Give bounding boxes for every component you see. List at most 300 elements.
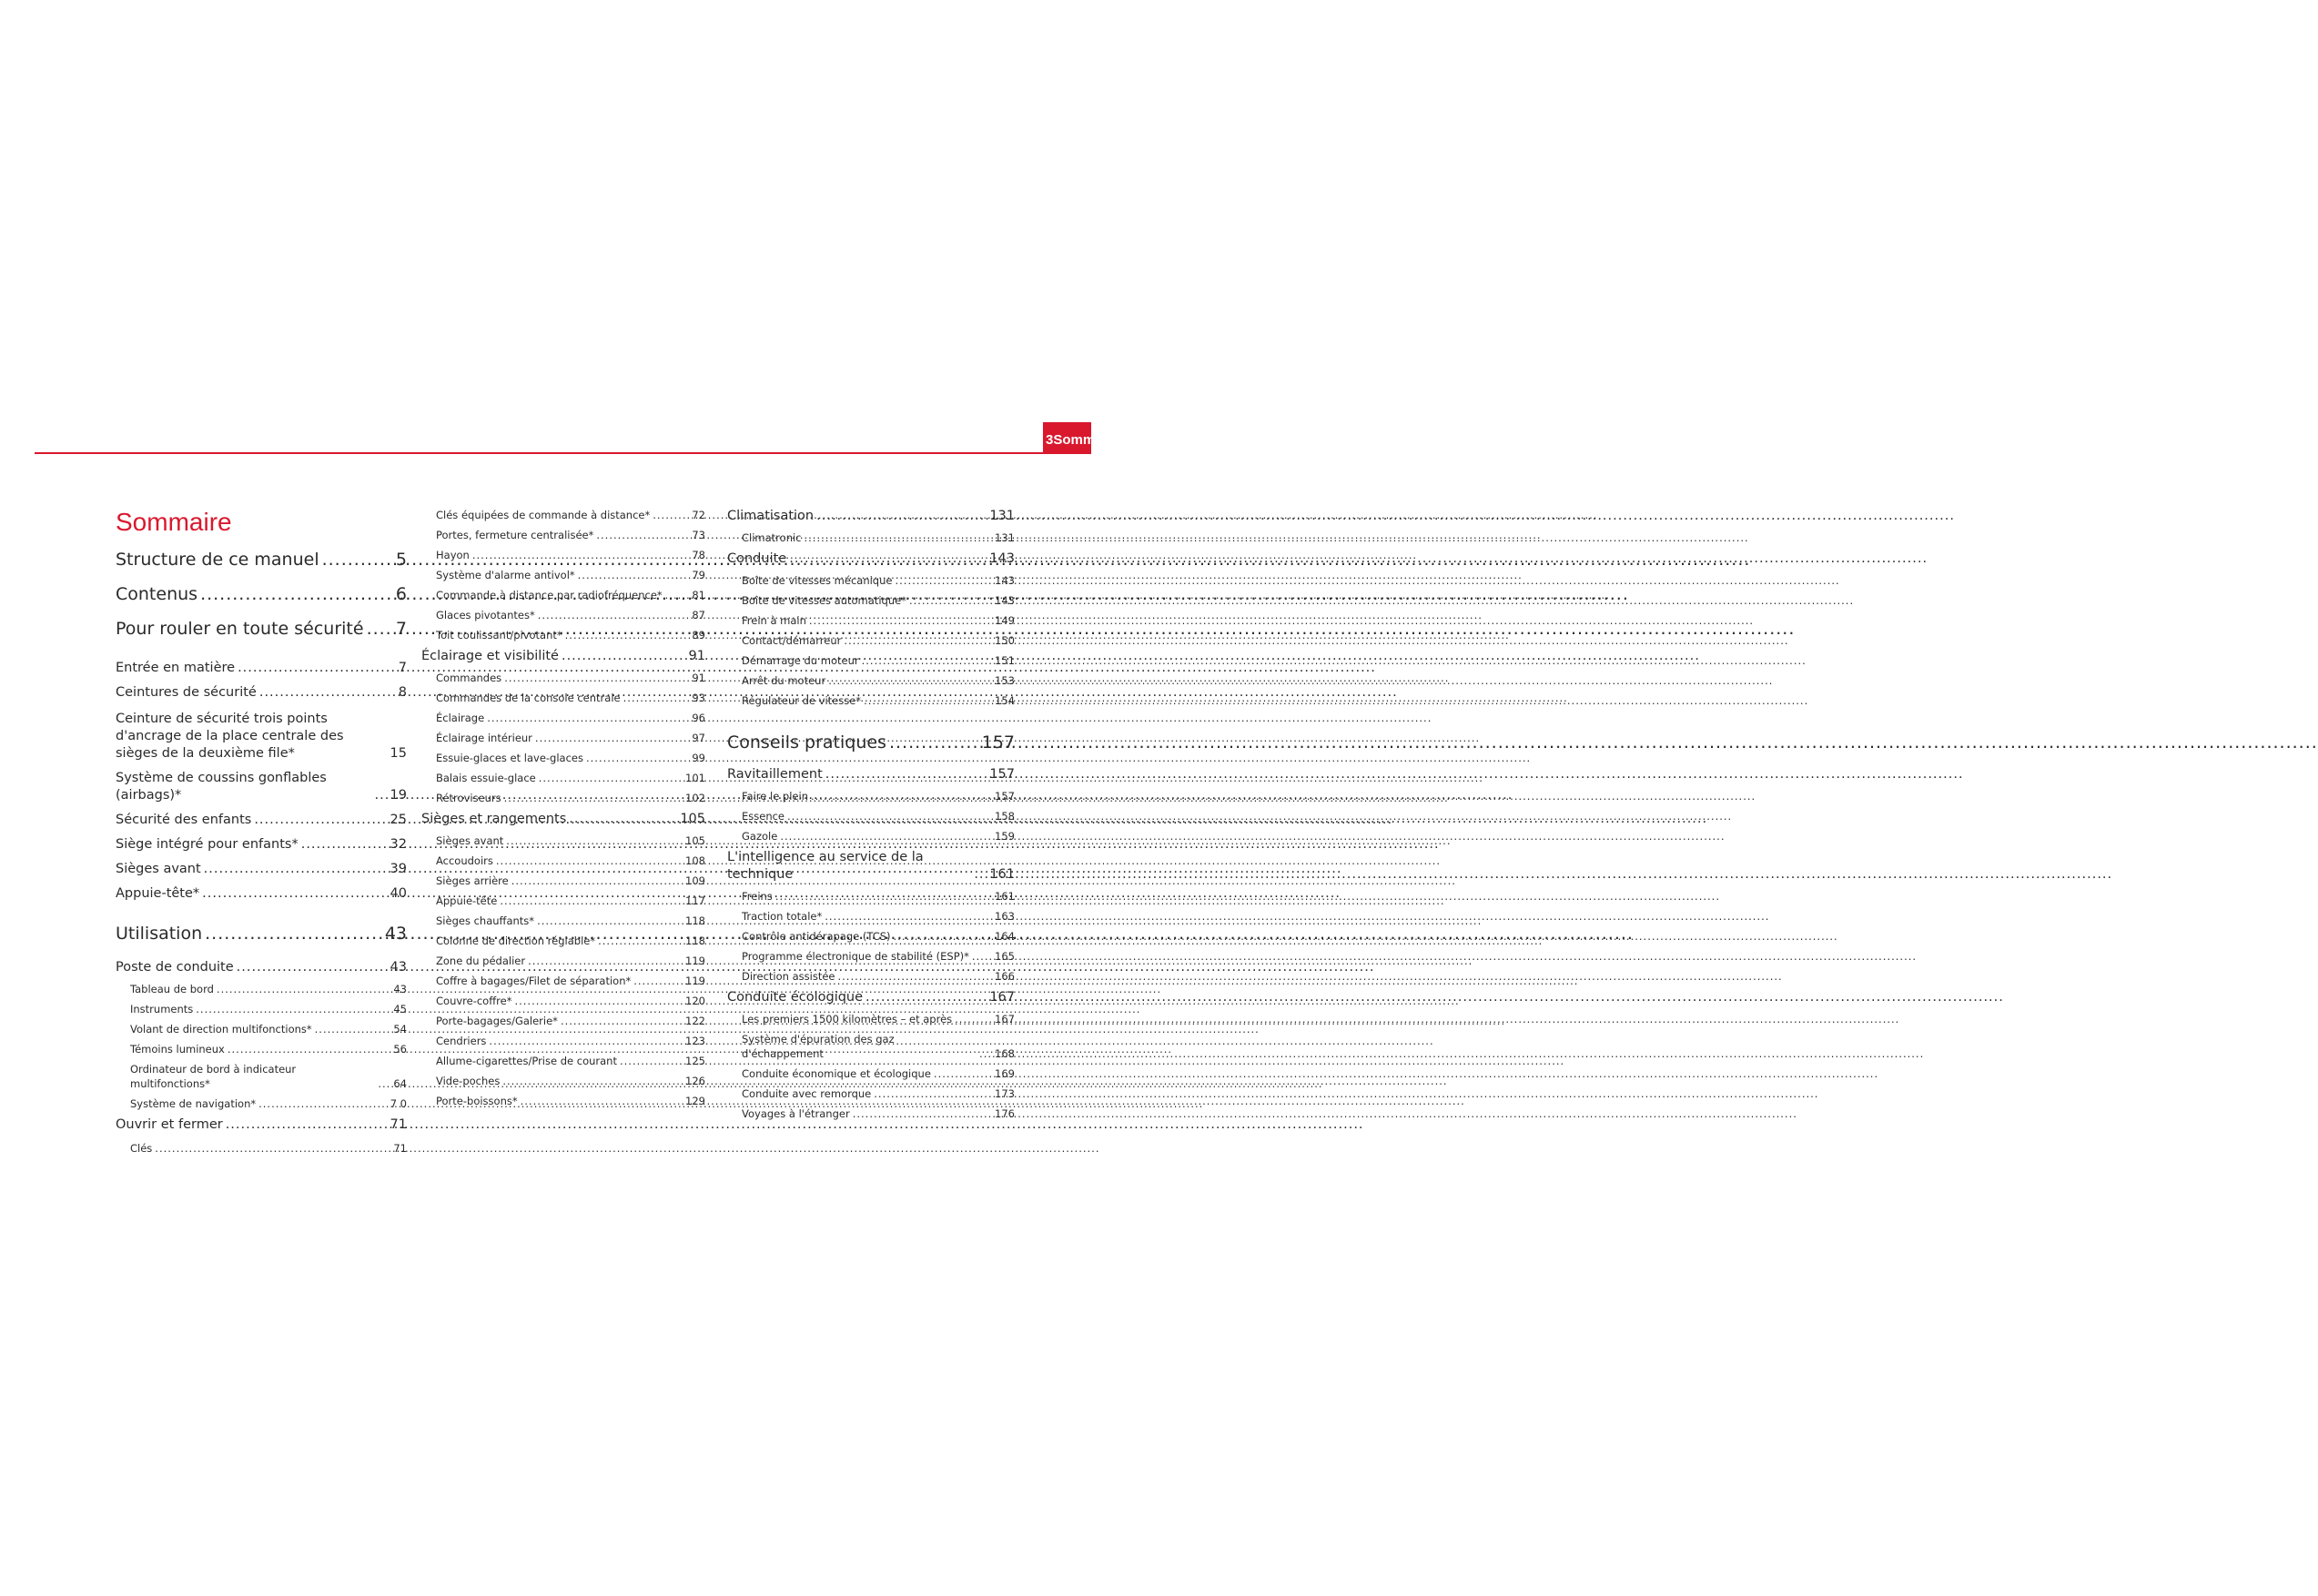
toc-entry-text: Siège intégré pour enfants*	[116, 837, 299, 852]
toc-page-number: 56	[393, 1043, 407, 1056]
toc-entry-text: Ordinateur de bord à indicateur multifonctions*	[130, 1063, 297, 1090]
toc-entry-text: Essuie-glaces et lave-glaces	[436, 752, 583, 764]
toc-subsection[interactable]	[421, 974, 705, 988]
leader-dots	[506, 833, 683, 848]
toc-subsection[interactable]	[421, 833, 705, 848]
toc-entry-text: Allume-cigarettes/Prise de courant	[436, 1055, 617, 1067]
toc-subsection[interactable]	[727, 1032, 1015, 1061]
toc-subsection[interactable]	[421, 548, 705, 562]
toc-subsection[interactable]	[727, 969, 1015, 984]
toc-entry-text: L'intelligence au service de la technique	[727, 850, 924, 882]
toc-subsection[interactable]	[421, 1034, 705, 1048]
leader-dots	[974, 866, 987, 884]
toc-entry-text: Couvre-coffre*	[436, 995, 512, 1007]
toc-page-number: 153	[995, 674, 1015, 687]
toc-page-number: 71	[393, 1142, 407, 1155]
toc-subsection[interactable]	[727, 573, 1015, 588]
toc-entry-text: Sécurité des enfants	[116, 813, 252, 827]
toc-entry-text: Appuie-tête	[436, 894, 498, 907]
toc-subsection[interactable]	[727, 929, 1015, 944]
toc-subsection[interactable]	[421, 894, 705, 908]
toc-subsection[interactable]	[421, 1054, 705, 1068]
toc-page-number: 8	[398, 685, 407, 700]
page-title: Sommaire	[116, 508, 232, 536]
leader-dots	[775, 889, 992, 904]
toc-subsection[interactable]	[727, 633, 1015, 648]
toc-page-number: 87	[692, 609, 705, 621]
leader-dots	[537, 914, 683, 928]
leader-dots	[496, 854, 683, 868]
leader-dots	[538, 608, 690, 622]
toc-page-number: 131	[989, 509, 1015, 523]
toc-subsection[interactable]	[727, 1066, 1015, 1081]
toc-section[interactable]	[116, 711, 407, 763]
toc-page-number: 166	[995, 970, 1015, 983]
toc-subsection[interactable]	[727, 613, 1015, 628]
toc-page-number: 117	[685, 894, 705, 907]
leader-dots	[258, 1096, 388, 1111]
toc-entry-text: Témoins lumineux	[130, 1043, 225, 1056]
header-rule	[35, 452, 1091, 454]
leader-dots	[375, 787, 388, 804]
toc-entry-text: Traction totale*	[742, 910, 823, 923]
leader-dots	[853, 1106, 992, 1121]
toc-subsection[interactable]	[727, 673, 1015, 688]
leader-dots	[837, 969, 992, 984]
toc-page-number: 105	[680, 812, 705, 826]
leader-dots	[315, 1022, 391, 1036]
toc-subsection[interactable]	[421, 588, 705, 602]
toc-page-number: 5	[395, 550, 407, 570]
leader-dots	[934, 1066, 992, 1081]
toc-chapter[interactable]	[727, 732, 1015, 753]
leader-dots	[578, 568, 690, 582]
leader-dots	[825, 909, 992, 924]
toc-subsection[interactable]	[421, 874, 705, 888]
toc-entry-text: Système d'épuration des gaz d'échappement	[742, 1033, 895, 1060]
toc-entry-text: Tableau de bord	[130, 983, 214, 995]
toc-page-number: 43	[384, 924, 407, 944]
toc-subsection[interactable]	[421, 994, 705, 1008]
toc-page-number: 161	[995, 890, 1015, 903]
leader-dots	[665, 588, 690, 602]
leader-dots	[874, 1086, 992, 1101]
toc-entry-text: Commandes de la console centrale	[436, 692, 621, 704]
toc-entry-text: Commande à distance par radiofréquence*	[436, 589, 663, 601]
leader-dots	[504, 791, 683, 805]
toc-entry-text: Régulateur de vitesse*	[742, 694, 862, 707]
toc-chapter[interactable]	[116, 923, 407, 944]
leader-dots	[535, 731, 689, 745]
toc-entry-text: Clés	[130, 1142, 153, 1155]
toc-page-number: 81	[692, 589, 705, 601]
toc-page-number: 19	[390, 788, 407, 803]
toc-page-number: 93	[692, 692, 705, 704]
leader-dots	[596, 528, 689, 542]
toc-entry-text: Éclairage	[436, 712, 485, 724]
toc-subsection[interactable]	[421, 528, 705, 542]
toc-page-number: 45	[393, 1003, 407, 1015]
leader-dots	[586, 751, 689, 765]
toc-entry-text: Conduite économique et écologique	[742, 1067, 931, 1080]
toc-entry-text: Frein à main	[742, 614, 806, 627]
leader-dots	[196, 1002, 390, 1016]
leader-dots	[504, 671, 689, 685]
toc-entry-text: Boîte de vitesses automatique*	[742, 594, 906, 607]
toc-entry-text: Conduite	[727, 551, 787, 566]
toc-subsection[interactable]	[116, 1062, 407, 1091]
toc-entry-text: Direction assistée	[742, 970, 835, 983]
toc-page-number: 173	[995, 1087, 1015, 1100]
leader-dots	[598, 934, 683, 948]
toc-entry-text: Coffre à bagages/Filet de séparation*	[436, 975, 632, 987]
toc-entry-text: Sièges arrière	[436, 874, 509, 887]
leader-dots	[226, 1116, 388, 1134]
toc-subsection[interactable]	[727, 1106, 1015, 1121]
toc-entry-text: Glaces pivotantes*	[436, 609, 535, 621]
toc-section[interactable]	[727, 766, 1015, 783]
toc-entry-text: Sièges avant	[436, 834, 504, 847]
toc-page-number: 165	[995, 950, 1015, 963]
toc-subsection[interactable]	[727, 653, 1015, 668]
toc-entry-text: Instruments	[130, 1003, 194, 1015]
toc-page-number: 79	[692, 569, 705, 581]
toc-entry-text: Entrée en matière	[116, 661, 236, 675]
toc-entry-text: Contact/démarreur	[742, 634, 842, 647]
toc-entry-text: Rétroviseurs	[436, 792, 501, 804]
toc-subsection[interactable]	[421, 934, 705, 948]
toc-entry-text: Toit coulissant/pivotant*	[436, 629, 562, 641]
toc-chapter[interactable]	[116, 583, 407, 605]
toc-entry-text: Cendriers	[436, 1035, 487, 1047]
toc-column-1	[116, 505, 407, 1156]
toc-entry-text: Appuie-tête*	[116, 886, 200, 901]
leader-dots	[565, 628, 690, 642]
leader-dots	[301, 836, 388, 854]
toc-entry-text: Conduite avec remorque	[742, 1087, 872, 1100]
toc-page-number: 108	[685, 854, 705, 867]
toc-subsection[interactable]	[421, 854, 705, 868]
toc-page-number: 122	[685, 1015, 705, 1027]
toc-subsection[interactable]	[421, 1074, 705, 1088]
toc-page-number: 129	[685, 1095, 705, 1107]
leader-dots	[972, 949, 992, 964]
toc-section[interactable]	[421, 648, 705, 665]
toc-entry-text: Faire le plein	[742, 790, 808, 803]
toc-page-number: 64	[393, 1077, 407, 1090]
toc-page-number: 105	[685, 834, 705, 847]
leader-dots	[889, 732, 979, 753]
toc-page-number: 143	[995, 594, 1015, 607]
toc-page-number: 102	[685, 792, 705, 804]
toc-chapter[interactable]	[116, 549, 407, 571]
toc-page-number: 164	[995, 930, 1015, 943]
leader-dots	[217, 982, 390, 996]
toc-page-number: 96	[692, 712, 705, 724]
toc-page-number: 118	[685, 934, 705, 947]
toc-page-number: 6	[395, 584, 407, 604]
leader-dots	[620, 1054, 683, 1068]
toc-subsection[interactable]	[116, 1141, 407, 1156]
toc-page-number: 157	[981, 732, 1015, 753]
toc-subsection[interactable]	[421, 751, 705, 765]
toc-page-number: 71	[390, 1117, 407, 1132]
toc-subsection[interactable]	[421, 771, 705, 785]
leader-dots	[322, 549, 393, 571]
toc-entry-text: Démarrage du moteur	[742, 654, 859, 667]
toc-page-number: 157	[995, 790, 1015, 803]
leader-dots	[623, 691, 690, 705]
toc-subsection[interactable]	[116, 1096, 407, 1111]
toc-page-number: 131	[995, 531, 1015, 544]
leader-dots	[979, 1046, 992, 1061]
toc-entry-text: Porte-boissons*	[436, 1095, 518, 1107]
page-tab: 3Sommaire	[1043, 422, 1091, 454]
toc-entry-text: Sièges et rangements	[421, 812, 567, 826]
leader-dots	[864, 693, 992, 708]
toc-subsection[interactable]	[116, 1022, 407, 1036]
toc-subsection[interactable]	[727, 530, 1015, 545]
leader-dots	[811, 789, 992, 803]
toc-entry-text: Ravitaillement	[727, 767, 823, 782]
toc-subsection[interactable]	[727, 1086, 1015, 1101]
toc-entry-text: Balais essuie-glace	[436, 772, 536, 784]
toc-subsection[interactable]	[421, 1014, 705, 1028]
leader-dots	[254, 812, 387, 829]
leader-dots	[894, 929, 993, 944]
toc-page-number: 97	[692, 732, 705, 744]
toc-section[interactable]	[116, 770, 407, 804]
leader-dots	[487, 711, 689, 725]
toc-subsection[interactable]	[727, 693, 1015, 708]
toc-entry-text: Pour rouler en toute sécurité	[116, 619, 364, 639]
toc-subsection[interactable]	[421, 791, 705, 805]
toc-entry-text: Commandes	[436, 672, 502, 684]
leader-dots	[200, 583, 393, 605]
leader-dots	[514, 994, 683, 1008]
leader-dots	[228, 1042, 391, 1056]
toc-page-number: 143	[995, 574, 1015, 587]
toc-page-number: 7 0	[390, 1097, 407, 1110]
toc-section[interactable]	[116, 861, 407, 878]
toc-page-number: 109	[685, 874, 705, 887]
leader-dots	[511, 874, 683, 888]
toc-entry-text: Conduite écologique	[727, 990, 864, 1005]
toc-page-number: 54	[393, 1023, 407, 1035]
leader-dots	[816, 508, 987, 525]
toc-page-number: 150	[995, 634, 1015, 647]
toc-entry-text: Ceinture de sécurité trois points d'ancrage de la place centrale des sièges de la deuxième file*	[116, 712, 344, 761]
leader-dots	[789, 551, 987, 568]
toc-page-number: 118	[685, 914, 705, 927]
toc-page-number: 73	[692, 529, 705, 541]
toc-page-number: 149	[995, 614, 1015, 627]
leader-dots	[539, 771, 683, 785]
leader-dots	[562, 648, 686, 665]
toc-entry-text: Hayon	[436, 549, 470, 561]
leader-dots	[259, 684, 396, 702]
leader-dots	[204, 861, 388, 878]
toc-section[interactable]	[116, 836, 407, 854]
toc-section[interactable]	[421, 811, 705, 828]
toc-entry-text: Colonne de direction réglable*	[436, 934, 596, 947]
leader-dots	[472, 548, 690, 562]
toc-page-number: 91	[688, 649, 705, 663]
toc-subsection[interactable]	[727, 1012, 1015, 1026]
toc-chapter[interactable]	[116, 618, 407, 640]
toc-page-number: 78	[692, 549, 705, 561]
toc-page-number: 7	[395, 619, 407, 639]
leader-dots	[787, 809, 992, 823]
leader-dots	[895, 573, 992, 588]
toc-subsection[interactable]	[421, 914, 705, 928]
toc-entry-text: Climatronic	[742, 531, 802, 544]
toc-page-number: 126	[685, 1075, 705, 1087]
toc-entry-text: Zone du pédalier	[436, 955, 526, 967]
toc-entry-text: Poste de conduite	[116, 960, 234, 975]
toc-page-number: 25	[390, 813, 407, 827]
toc-page-number: 39	[390, 862, 407, 876]
leader-dots	[844, 633, 992, 648]
leader-dots	[809, 613, 992, 628]
toc-entry-text: Boîte de vitesses mécanique	[742, 574, 893, 587]
toc-entry-text: Freins	[742, 890, 773, 903]
leader-dots	[828, 673, 992, 688]
toc-section[interactable]	[116, 812, 407, 829]
leader-dots	[378, 1076, 390, 1091]
toc-entry-text: Les premiers 1500 kilomètres – et après	[742, 1013, 953, 1025]
toc-entry-text: Structure de ce manuel	[116, 550, 319, 570]
toc-page-number: 7	[398, 661, 407, 675]
toc-subsection[interactable]	[116, 1002, 407, 1016]
toc-entry-text: Clés équipées de commande à distance*	[436, 509, 651, 521]
toc-entry-text: Contrôle antidérapage (TCS)	[742, 930, 891, 943]
leader-dots	[500, 894, 683, 908]
leader-dots	[653, 508, 689, 522]
toc-entry-text: Voyages à l'étranger	[742, 1107, 850, 1120]
toc-page-number: 159	[995, 830, 1015, 843]
toc-page-number: 119	[685, 955, 705, 967]
toc-subsection[interactable]	[421, 1094, 705, 1108]
toc-section[interactable]	[727, 508, 1015, 525]
toc-subsection[interactable]	[727, 829, 1015, 843]
toc-subsection[interactable]	[727, 909, 1015, 924]
toc-subsection[interactable]	[421, 691, 705, 705]
toc-page-number: 32	[390, 837, 407, 852]
toc-page-number: 151	[995, 654, 1015, 667]
toc-entry-text: Gazole	[742, 830, 778, 843]
toc-subsection[interactable]	[727, 593, 1015, 608]
leader-dots	[569, 811, 677, 828]
leader-dots	[825, 766, 987, 783]
toc-subsection[interactable]	[421, 628, 705, 642]
toc-entry-text: Éclairage et visibilité	[421, 649, 559, 663]
toc-subsection[interactable]	[116, 982, 407, 996]
leader-dots	[238, 660, 396, 677]
toc-subsection[interactable]	[421, 954, 705, 968]
toc-page-number: 43	[390, 960, 407, 975]
toc-page-number: 99	[692, 752, 705, 764]
leader-dots	[561, 1014, 683, 1028]
toc-section[interactable]	[116, 1116, 407, 1134]
toc-section[interactable]	[727, 551, 1015, 568]
toc-entry-text: Portes, fermeture centralisée*	[436, 529, 594, 541]
toc-section[interactable]	[116, 885, 407, 903]
toc-entry-text: Système de navigation*	[130, 1097, 257, 1110]
toc-section[interactable]	[727, 989, 1015, 1006]
toc-page-number: 72	[692, 509, 705, 521]
leader-dots	[862, 653, 992, 668]
toc-entry-text: Contenus	[116, 584, 198, 604]
toc-column-3	[727, 508, 1015, 1121]
leader-dots	[633, 974, 683, 988]
toc-entry-text: Arrêt du moteur	[742, 674, 826, 687]
toc-page-number: 167	[989, 990, 1015, 1005]
toc-section[interactable]	[727, 849, 1015, 884]
toc-subsection[interactable]	[116, 1042, 407, 1056]
toc-section[interactable]	[116, 959, 407, 976]
leader-dots	[155, 1141, 390, 1156]
toc-entry-text: Climatisation	[727, 509, 815, 523]
leader-dots	[780, 829, 992, 843]
toc-page-number: 125	[685, 1055, 705, 1067]
toc-subsection[interactable]	[421, 711, 705, 725]
toc-section[interactable]	[116, 684, 407, 702]
leader-dots	[202, 885, 387, 903]
toc-subsection[interactable]	[421, 508, 705, 522]
toc-page-number: 157	[989, 767, 1015, 782]
leader-dots	[489, 1034, 683, 1048]
toc-page-number: 158	[995, 810, 1015, 823]
leader-dots	[528, 954, 683, 968]
toc-entry-text: Vide-poches	[436, 1075, 501, 1087]
toc-subsection[interactable]	[421, 731, 705, 745]
toc-page-number: 176	[995, 1107, 1015, 1120]
leader-dots	[865, 989, 987, 1006]
toc-page-number: 89	[692, 629, 705, 641]
toc-page-number: 169	[995, 1067, 1015, 1080]
toc-page-number: 43	[393, 983, 407, 995]
toc-subsection[interactable]	[421, 608, 705, 622]
toc-page-number: 154	[995, 694, 1015, 707]
toc-subsection[interactable]	[727, 949, 1015, 964]
toc-column-2	[421, 508, 705, 1108]
leader-dots	[205, 923, 382, 944]
toc-entry-text: Essence	[742, 810, 785, 823]
toc-entry-text: Système d'alarme antivol*	[436, 569, 575, 581]
toc-page-number: 120	[685, 995, 705, 1007]
toc-subsection[interactable]	[727, 789, 1015, 803]
toc-subsection[interactable]	[727, 809, 1015, 823]
toc-page-number: 91	[692, 672, 705, 684]
leader-dots	[909, 593, 992, 608]
toc-entry-text: Volant de direction multifonctions*	[130, 1023, 312, 1035]
toc-subsection[interactable]	[421, 671, 705, 685]
toc-subsection[interactable]	[727, 889, 1015, 904]
toc-page-number: 163	[995, 910, 1015, 923]
toc-section[interactable]	[116, 660, 407, 677]
toc-entry-text: Programme électronique de stabilité (ESP)*	[742, 950, 969, 963]
toc-page-number: 161	[989, 867, 1015, 882]
toc-subsection[interactable]	[421, 568, 705, 582]
toc-page-number: 123	[685, 1035, 705, 1047]
leader-dots	[805, 530, 993, 545]
toc-page-number: 101	[685, 772, 705, 784]
toc-entry-text: Ouvrir et fermer	[116, 1117, 223, 1132]
toc-entry-text: Porte-bagages/Galerie*	[436, 1015, 558, 1027]
leader-dots	[367, 618, 393, 640]
leader-dots	[237, 959, 388, 976]
